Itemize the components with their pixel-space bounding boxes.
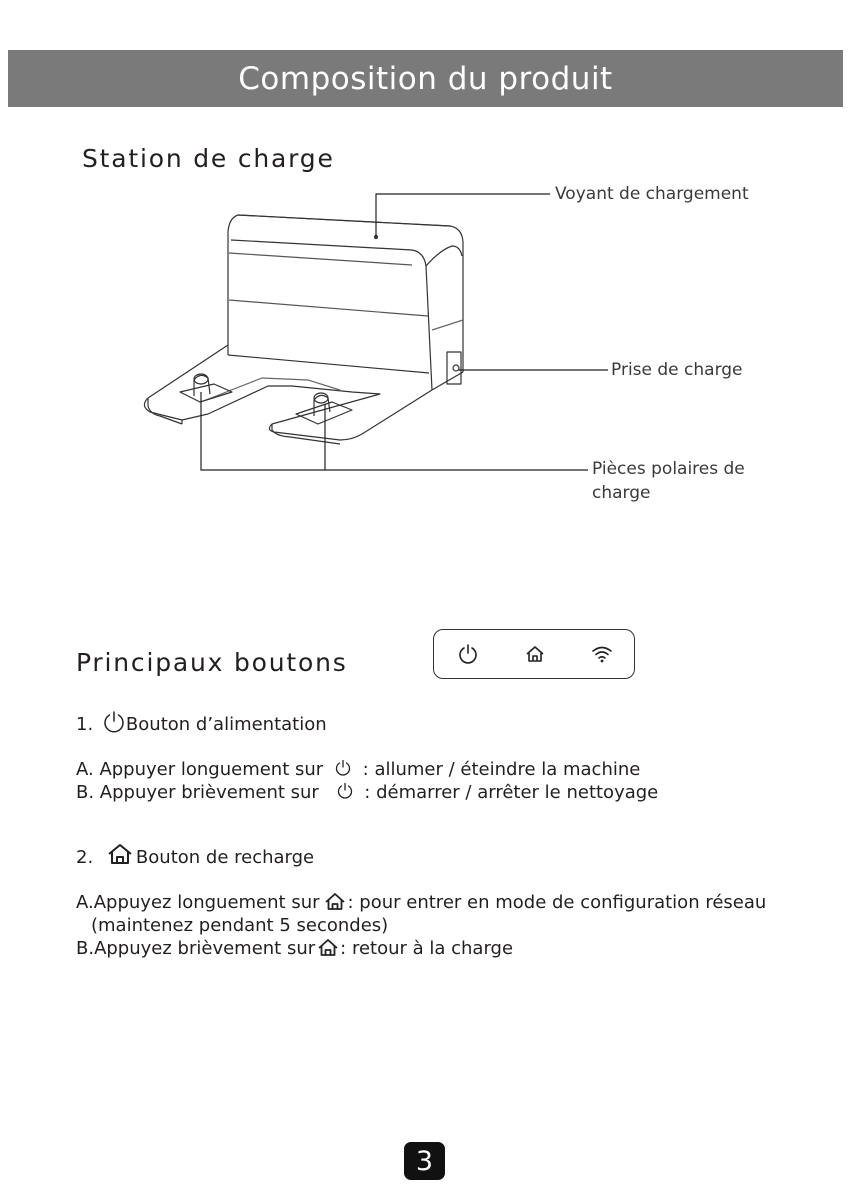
power-b-action: : démarrer / arrêter le nettoyage (364, 782, 659, 803)
power-title: Bouton d’alimentation (125, 714, 327, 735)
home-icon (317, 938, 339, 957)
recharge-title-number: 2. (76, 847, 94, 868)
power-a-text: A. Appuyer longuement sur (76, 759, 324, 780)
power-icon (103, 710, 125, 734)
recharge-line-b (76, 938, 513, 959)
page-title: Composition du produit (238, 60, 613, 97)
power-icon (458, 643, 478, 665)
wifi-icon (591, 645, 613, 663)
home-icon (525, 644, 545, 664)
station-heading: Station de charge (82, 144, 335, 173)
home-icon (324, 892, 346, 911)
recharge-line-a (76, 892, 766, 913)
recharge-a-note: (maintenez pendant 5 secondes) (91, 915, 389, 936)
callout-poles-line2: charge (592, 483, 651, 503)
recharge-b-text: B.Appuyez brièvement sur (76, 938, 316, 959)
recharge-a-text: A.Appuyez longuement sur (76, 892, 320, 913)
button-panel (433, 629, 635, 679)
power-title-row (76, 713, 327, 737)
callout-indicator: Voyant de chargement (555, 184, 749, 204)
power-line-a (76, 759, 640, 780)
power-icon (337, 782, 353, 800)
power-a-action: : allumer / éteindre la machine (362, 759, 641, 780)
recharge-title-row (76, 847, 314, 869)
callout-poles-line1: Pièces polaires de (592, 459, 745, 479)
title-banner (8, 50, 843, 107)
power-line-b (76, 782, 658, 803)
home-icon (107, 843, 133, 865)
power-icon (335, 759, 351, 777)
recharge-b-action: : retour à la charge (340, 938, 514, 959)
page-number: 3 (404, 1142, 445, 1180)
recharge-title: Bouton de recharge (135, 847, 315, 868)
callout-socket: Prise de charge (611, 360, 743, 380)
power-b-text: B. Appuyer brièvement sur (76, 782, 319, 803)
recharge-a-action: : pour entrer en mode de configuration réseau (347, 892, 767, 913)
buttons-heading: Principaux boutons (76, 648, 348, 677)
power-title-number: 1. (76, 714, 94, 735)
